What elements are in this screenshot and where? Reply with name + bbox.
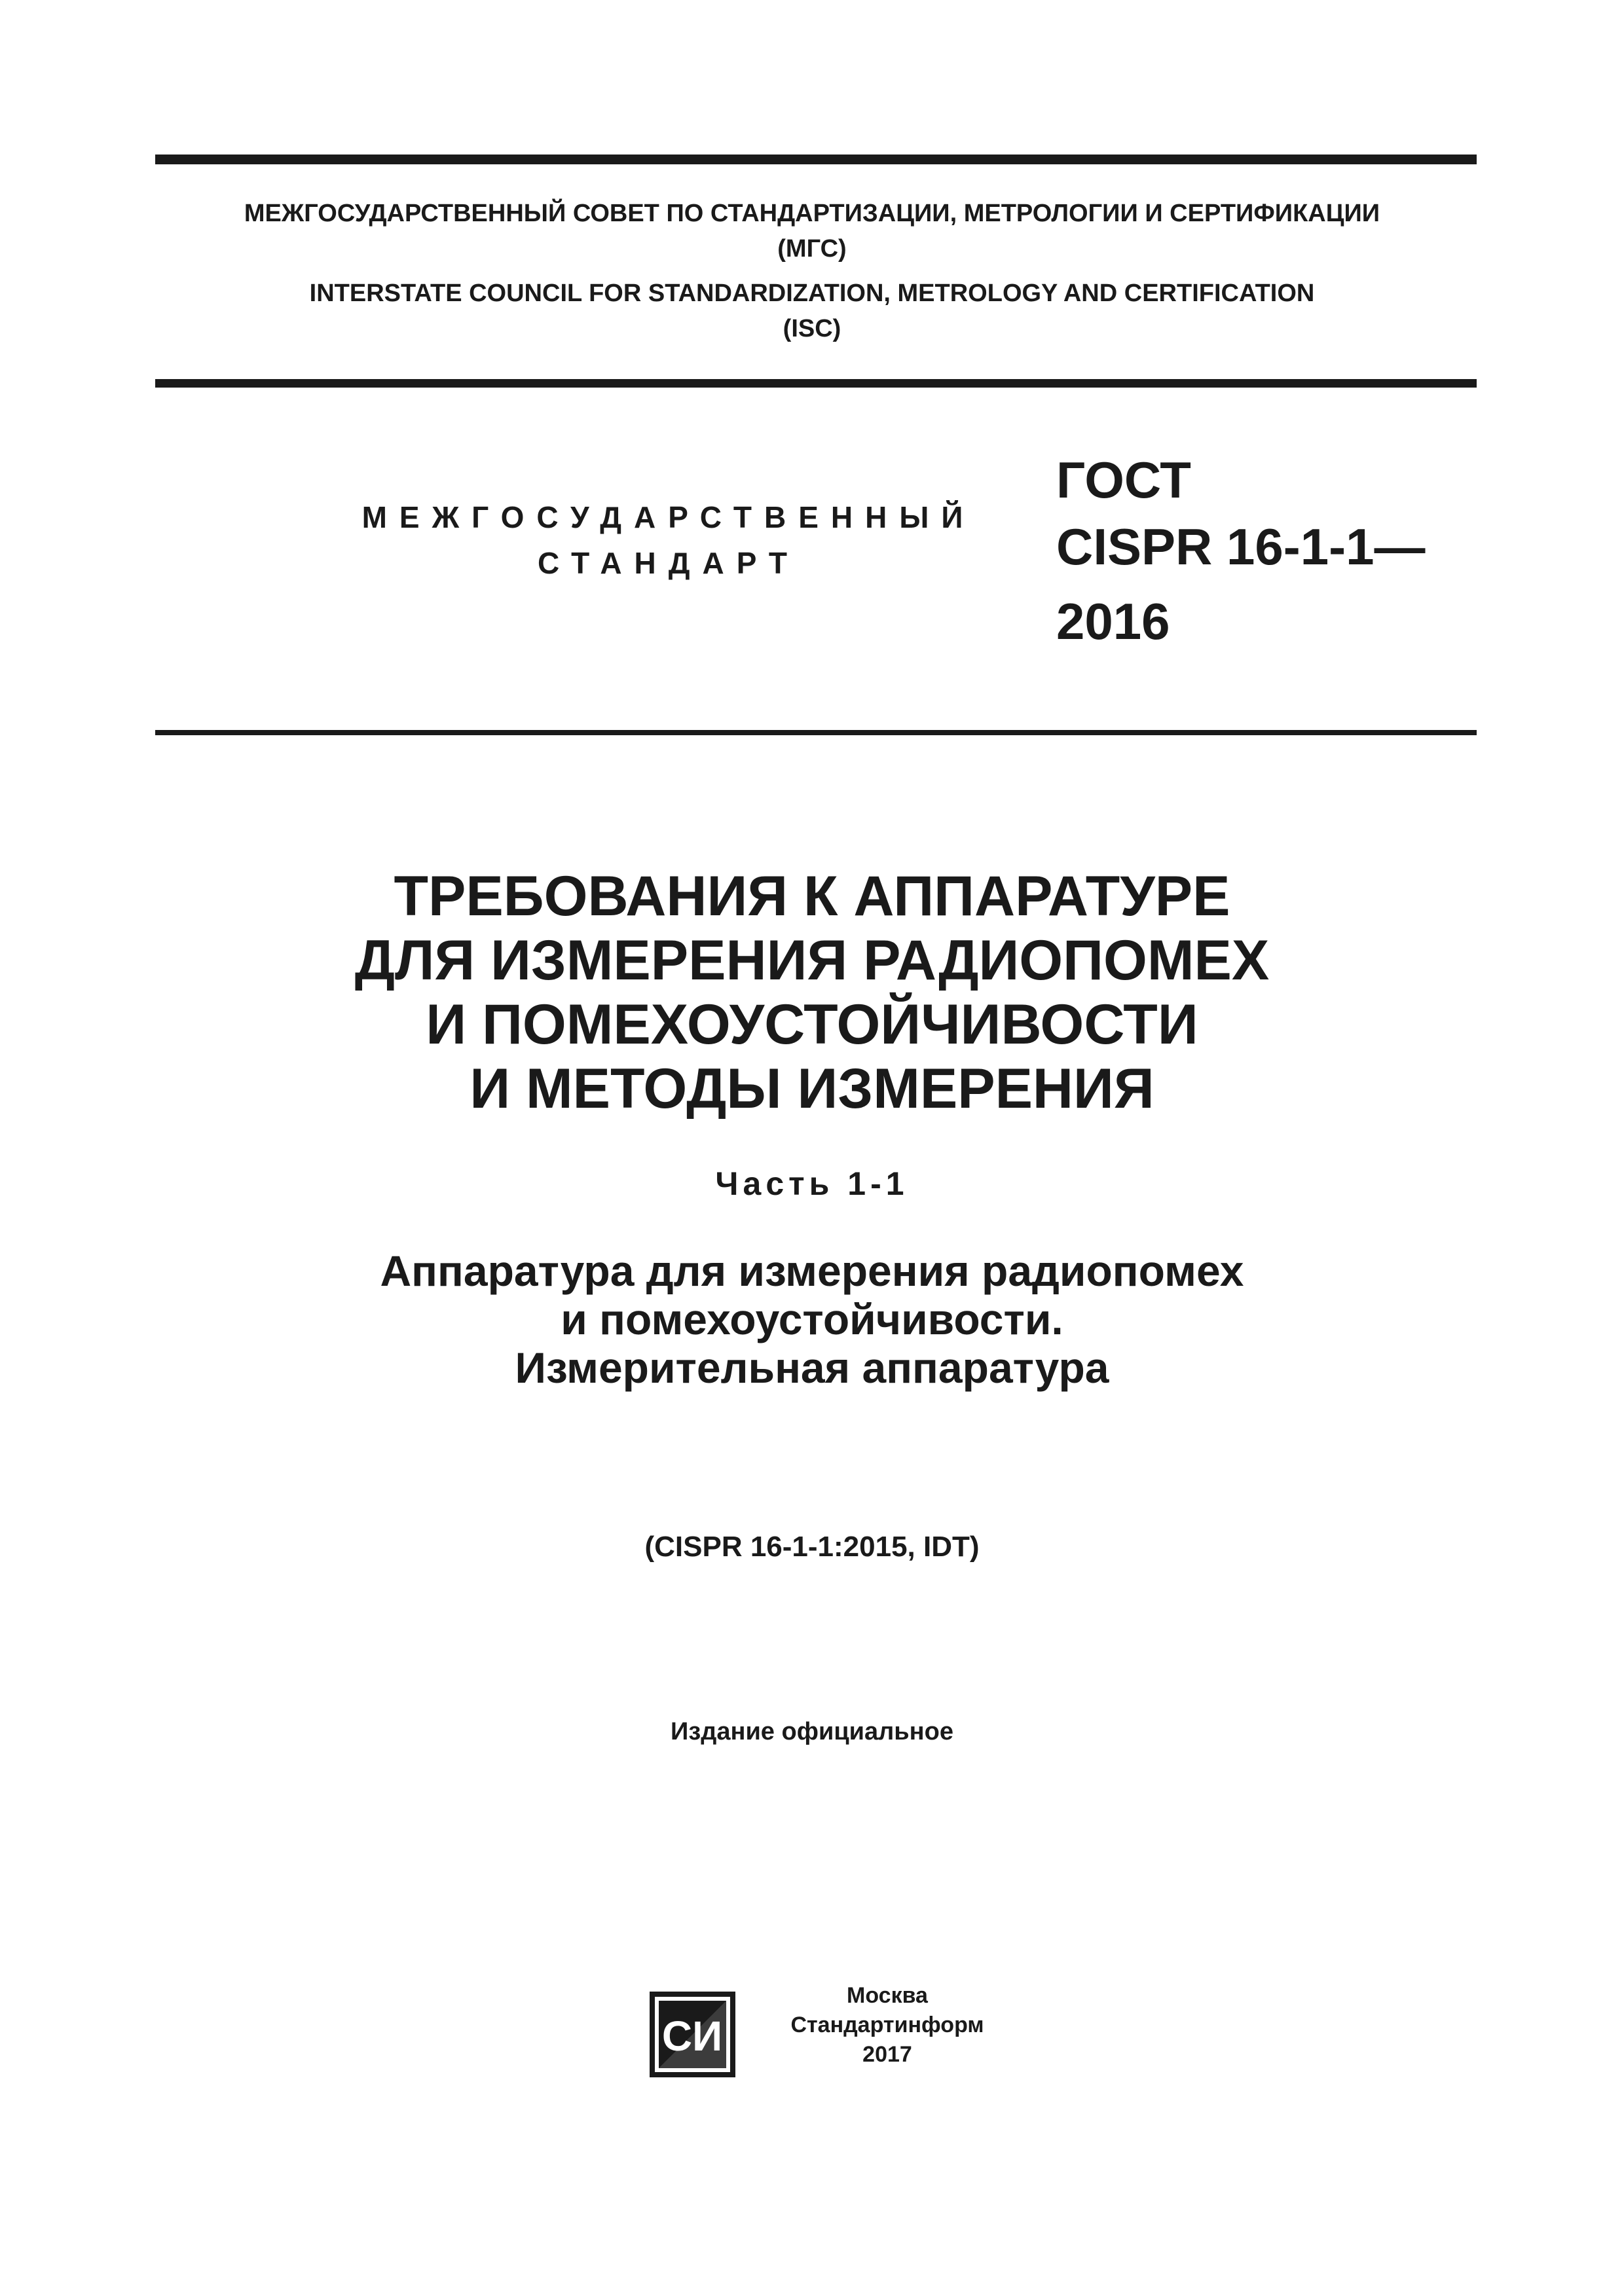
part-label: Часть 1-1 [715,1165,909,1202]
edition-label: Издание официальное [671,1718,953,1745]
title-line-2: ДЛЯ ИЗМЕРЕНИЯ РАДИОПОМЕХ [354,929,1270,992]
council-name-en: INTERSTATE COUNCIL FOR STANDARDIZATION, METROLOGY AND CERTIFICATION [309,280,1315,307]
standard-prefix: ГОСТ [1056,451,1191,509]
council-name-ru: МЕЖГОСУДАРСТВЕННЫЙ СОВЕТ ПО СТАНДАРТИЗАЦИИ, МЕТРОЛОГИИ И СЕРТИФИКАЦИИ [244,200,1380,227]
standartinform-logo-icon [648,1990,737,2079]
standard-year: 2016 [1056,592,1170,650]
designation-line-1: МЕЖГОСУДАРСТВЕННЫЙ [361,500,976,534]
publisher-block [769,1981,1005,2069]
international-reference: (CISPR 16-1-1:2015, IDT) [644,1531,980,1563]
document-title [0,864,1624,1121]
subtitle-line-1: Аппаратура для измерения радиопомех [380,1247,1244,1295]
subtitle-line-3: Измерительная аппаратура [515,1343,1109,1392]
standard-code: CISPR 16-1-1— [1056,518,1426,575]
part-subtitle [0,1247,1624,1392]
publisher-name: Стандартинформ [790,2013,984,2037]
top-rule [155,155,1477,164]
standard-designation [354,494,983,586]
title-line-4: И МЕТОДЫ ИЗМЕРЕНИЯ [470,1057,1154,1120]
council-abbr-ru: (МГС) [777,235,847,263]
subtitle-line-2: и помехоустойчивости. [561,1295,1063,1343]
header-rule [155,379,1477,388]
standard-number [1056,446,1426,655]
designation-line-2: СТАНДАРТ [538,546,800,580]
logo-mark: СИ [661,2013,723,2060]
publisher-year: 2017 [862,2042,912,2067]
title-rule [155,730,1477,735]
title-line-1: ТРЕБОВАНИЯ К АППАРАТУРЕ [394,865,1230,928]
publisher-city: Москва [847,1983,928,2008]
title-line-3: И ПОМЕХОУСТОЙЧИВОСТИ [426,993,1198,1056]
council-abbr-en: (ISC) [783,315,841,342]
